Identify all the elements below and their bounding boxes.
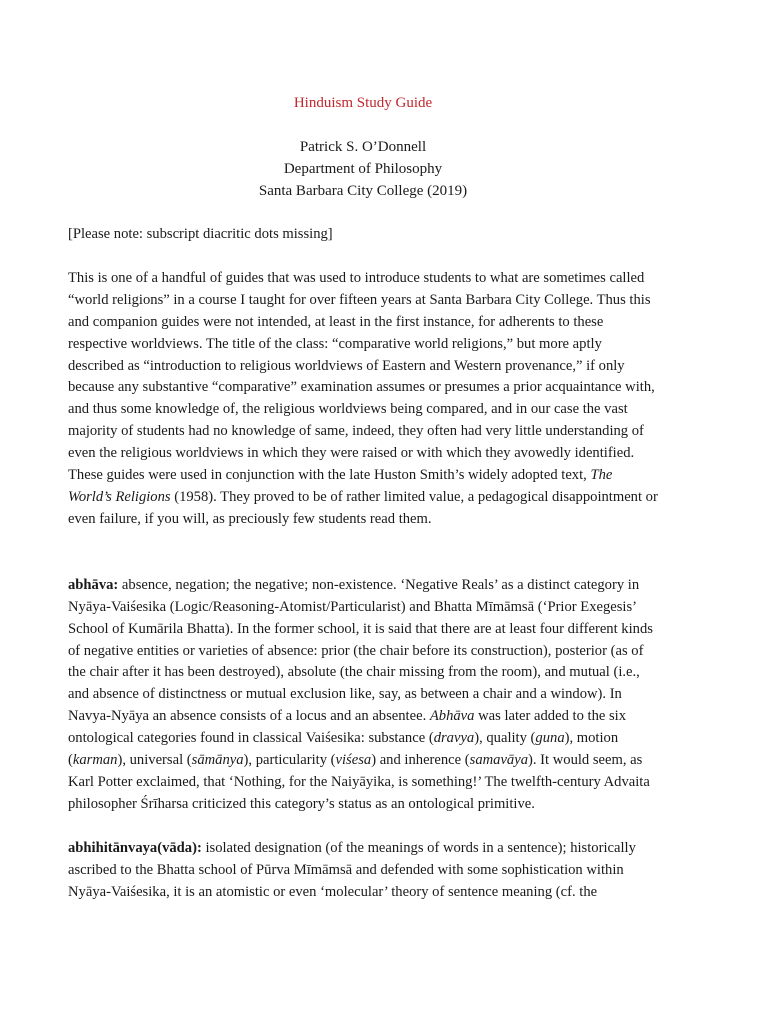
document-title: Hinduism Study Guide [293,95,433,111]
glossary-entry-abhihitanvaya: abhihitānvaya(vāda): isolated designation (of the meanings of words in a sentence); historically ascribed to the Bhatta school of Pūrva Mīmāmsā and defended with some sophistication within Nyāya-Vaiśesika, it is an atomistic or even ‘molecular’ theory of sentence meaning (cf. the [68,839,636,900]
author-institution: Santa Barbara City College (2019) [258,183,468,199]
author-block [68,136,658,202]
intro-text-1: This is one of a handful of guides that was used to introduce students to what are sometimes called “world religions” in a course I taught for over fifteen years at Santa Barbara City College. Thus this and companion guides were not intended, at least in the first instance, for adherents to these respective worldviews. The title of the class: “comparative world religions,” but more aptly described as “introduction to religious worldviews of Eastern and Western provenance,” if only because any substantive “comparative” examination assumes or presumes a prior acquaintance with, and thus some knowledge of, the religious worldviews being compared, and in our case the vast majority of students had no knowledge of same, indeed, they often had very little understanding of even the religious worldviews in which they were raised or with which they avowedly identified. These guides were used in conjunction with the late Huston Smith’s widely adopted text, [68,269,655,484]
book-title: The World’s Religions [68,467,613,505]
author-department: Department of Philosophy [283,161,443,177]
diacritic-note: [Please note: subscript diacritic dots missing] [68,226,333,242]
intro-paragraph [68,268,658,531]
glossary-entry-abhava: abhāva: absence, negation; the negative; non-existence. ‘Negative Reals’ as a distinct category in Nyāya-Vaiśesika (Logic/Reasoning-Atomist/Particularist) and Bhatta Mīmāmsā (‘Prior Exegesis’ School of Kumārila Bhatta). In the former school, it is said that there are at least four different kinds of negative entities or varieties of absence: prior (the chair before its construction), posterior (as of the chair after it has been destroyed), absolute (the chair missing from the room), and mutual (i.e., and absence of distinctness or mutual exclusion like, say, as between a chair and a window). In Navya-Nyāya an absence consists of a locus and an absentee. Abhāva was later added to the six ontological categories found in classical Vaiśesika: substance (dravya), quality (guna), motion (karman), universal (sāmānya), particularity (viśesa) and inherence (samavāya). It would seem, as Karl Potter exclaimed, that ‘Nothing, for the Naiyāyika, is something!’ The twelfth-century Advaita philosopher Śrīharsa criticized this category’s status as an ontological primitive. [68,576,653,812]
intro-text-2: (1958). They proved to be of rather limited value, a pedagogical disappointment or even failure, if you will, as preciously few students read them. [68,488,658,527]
entry-term: abhāva: [68,576,119,593]
author-name: Patrick S. O’Donnell [299,139,427,155]
entry-term: abhihitānvaya(vāda): [68,839,202,856]
